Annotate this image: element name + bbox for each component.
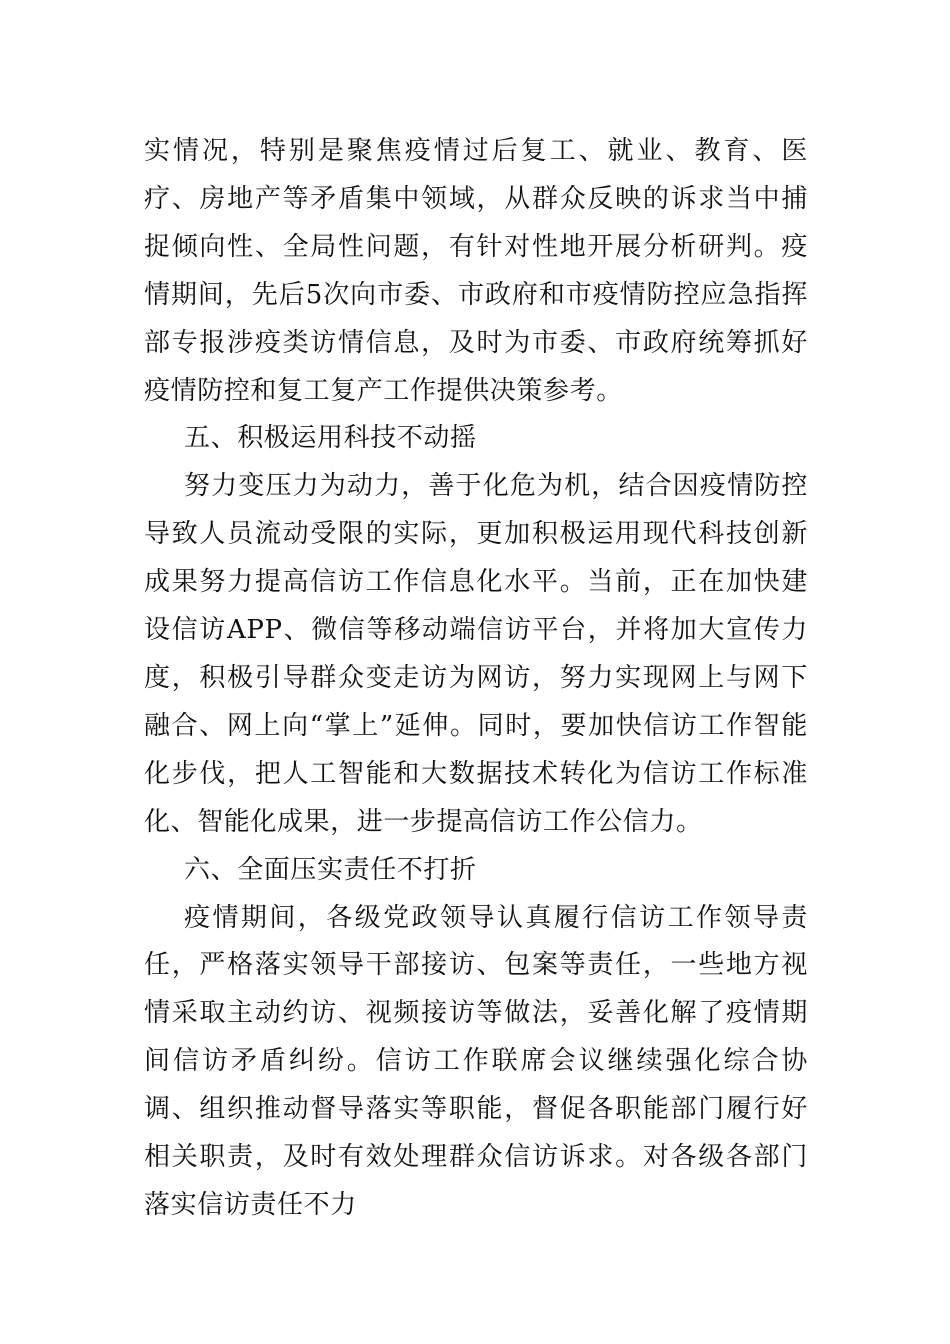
paragraph-technology: 努力变压力为动力，善于化危为机，结合因疫情防控导致人员流动受限的实际，更加积极运用现代科技创新成果努力提高信访工作信息化水平。当前，正在加快建设信访APP、微信等移动端信访平台，并将加大宣传力度，积极引导群众变走访为网访，努力实现网上与网下融合、网上向“掌上”延伸。同时，要加快信访工作智能化步伐，把人工智能和大数据技术转化为信访工作标准化、智能化成果，进一步提高信访工作公信力。 [144,471,808,837]
paragraph-situation-analysis: 实情况，特别是聚焦疫情过后复工、就业、教育、医疗、房地产等矛盾集中领域，从群众反映的诉求当中捕捉倾向性、全局性问题，有针对性地开展分析研判。疫情期间，先后5次向市委、市政府和市疫情防控应急指挥部专报涉疫类访情信息，及时为市委、市政府统筹抓好疫情防控和复工复产工作提供决策参考。 [144,136,808,406]
section-heading-five: 五、积极运用科技不动摇 [184,423,477,454]
document-body [144,128,808,1230]
section-heading-six: 六、全面压实责任不打折 [184,854,477,885]
paragraph-responsibility: 疫情期间，各级党政领导认真履行信访工作领导责任，严格落实领导干部接访、包案等责任，一些地方视情采取主动约访、视频接访等做法，妥善化解了疫情期间信访矛盾纠纷。信访工作联席会议继续强化综合协调、组织推动督导落实等职能，督促各职能部门履行好相关职责，及时有效处理群众信访诉求。对各级各部门落实信访责任不力 [144,902,808,1220]
